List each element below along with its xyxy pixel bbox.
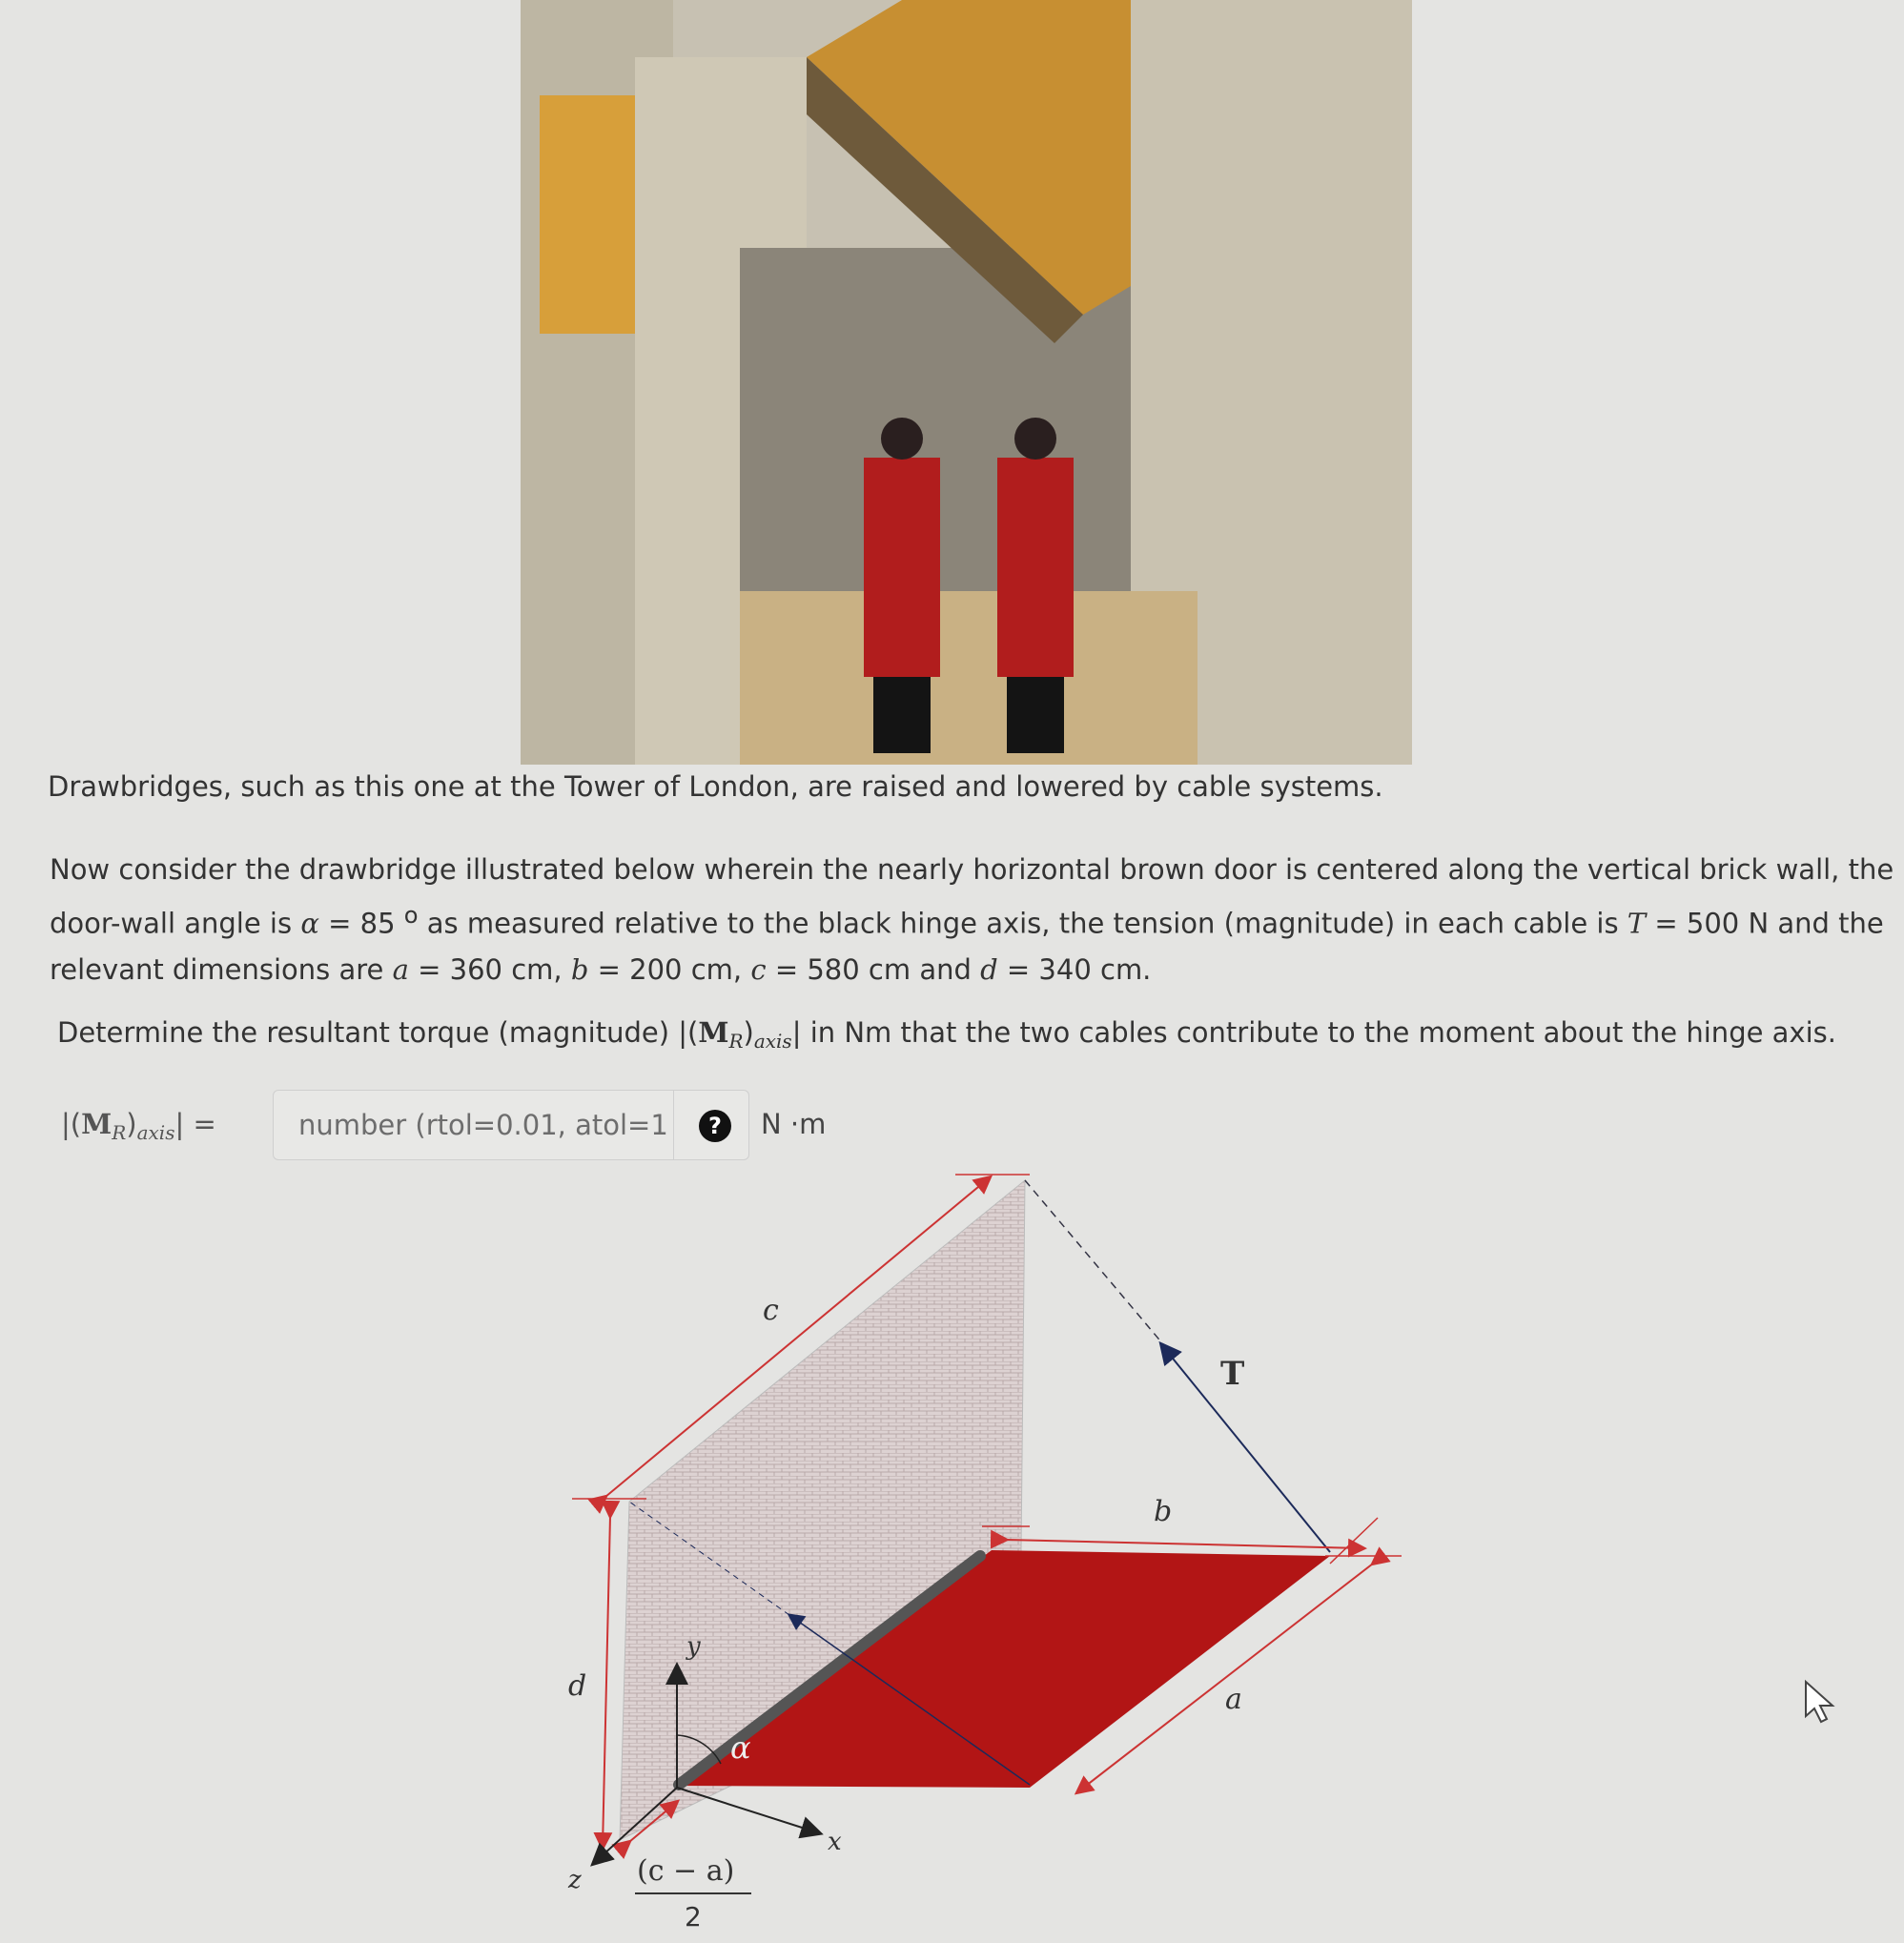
label-x: x (828, 1828, 842, 1856)
text: as measured relative to the black hinge axis, the tension (magnitude) in each cable is (418, 907, 1628, 940)
label-T: T (1220, 1355, 1245, 1393)
question-text (57, 1016, 1836, 1053)
label-c: c (763, 1294, 779, 1327)
cable-tension (1161, 1344, 1330, 1552)
dim-b (1006, 1540, 1363, 1548)
label-d: d (568, 1669, 587, 1703)
unit-label: N ·m (761, 1108, 827, 1140)
alpha-symbol: α (300, 907, 319, 940)
text: = 200 cm, (588, 952, 751, 986)
text: = 85 (318, 907, 404, 940)
label-b: b (1154, 1495, 1173, 1528)
cable-dashed (1025, 1180, 1163, 1344)
label-alpha: α (730, 1729, 751, 1766)
c-symbol: c (750, 952, 767, 986)
label-two: 2 (685, 1901, 702, 1933)
answer-input-group (273, 1090, 749, 1160)
axis-subscript: axis (753, 1030, 792, 1053)
label-z: z (568, 1866, 582, 1894)
text: Now consider the drawbridge illustrated below wherein the nearly horizontal brown door is centered along the vertical brick wall, the door-wall angle is (50, 853, 1894, 940)
problem-statement (50, 847, 1899, 992)
equals-sign: = (193, 1108, 216, 1140)
label-a: a (1225, 1683, 1242, 1716)
answer-label: $|(M_R)_{axis}|$ = (61, 1108, 216, 1144)
dim-a-ext (1330, 1518, 1378, 1564)
mouse-cursor-icon (1802, 1678, 1840, 1726)
moment-expression: $|(M_R)_{axis}|$ (678, 1016, 802, 1053)
dim-d (603, 1516, 610, 1848)
drawbridge-diagram (534, 1163, 1430, 1943)
text: = 500 N and the relevant dimensions are (50, 907, 1884, 986)
text: = 580 cm and (766, 952, 981, 986)
text: = 360 cm, (408, 952, 571, 986)
axis-subscript: axis (136, 1121, 175, 1144)
label-c-minus-a: (c − a) (637, 1854, 735, 1888)
text: = 340 cm. (997, 952, 1152, 986)
help-icon[interactable]: ? (699, 1110, 731, 1142)
photo-caption: Drawbridges, such as this one at the Tower of London, are raised and lowered by cable systems. (48, 770, 1383, 803)
text: Determine the resultant torque (magnitude) (57, 1016, 679, 1049)
b-symbol: b (570, 952, 589, 986)
text: in Nm that the two cables contribute to the moment about the hinge axis. (801, 1016, 1836, 1049)
answer-input[interactable] (274, 1091, 674, 1159)
m-symbol: M (698, 1016, 729, 1049)
label-y: y (686, 1632, 701, 1661)
x-axis (677, 1788, 820, 1833)
d-symbol: d (980, 952, 998, 986)
r-subscript: R (112, 1121, 127, 1144)
degree-symbol: o (403, 902, 419, 929)
tension-symbol: T (1627, 907, 1647, 940)
m-symbol: M (81, 1108, 113, 1140)
a-symbol: a (392, 952, 409, 986)
r-subscript: R (728, 1030, 744, 1053)
tower-drawbridge-photo (521, 0, 1412, 765)
